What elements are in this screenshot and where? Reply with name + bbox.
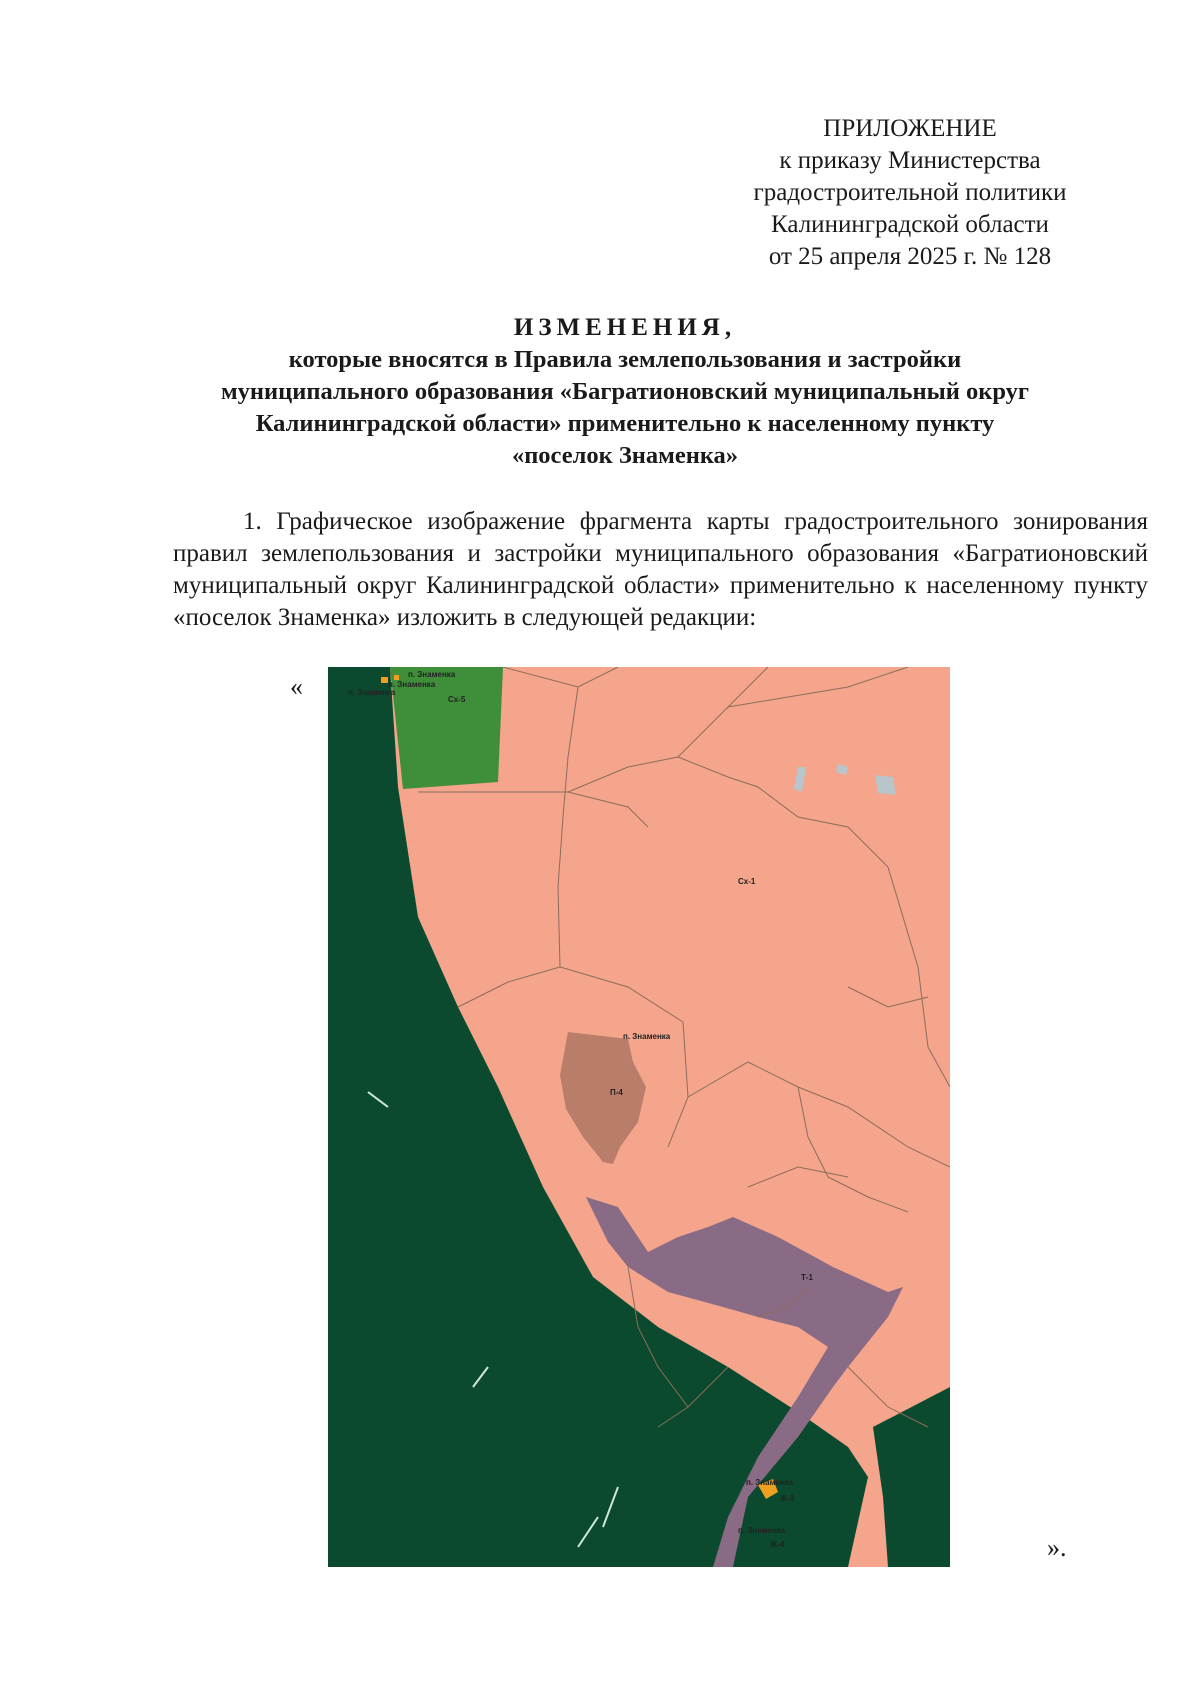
title-heading: ИЗМЕНЕНИЯ,: [513, 314, 737, 341]
label-bottom-settlement: п. Знаменка: [746, 1478, 794, 1487]
zone-residential-top: [381, 677, 388, 683]
label-zone-p4: П-4: [610, 1088, 623, 1097]
label-top-settlement-3: п. Знаменка: [348, 688, 396, 697]
label-zone-zh4: Ж-4: [770, 1540, 785, 1549]
water-body: [875, 775, 896, 795]
label-zone-sx5: Сх-5: [448, 695, 466, 704]
appendix-date-number: от 25 апреля 2025 г. № 128: [768, 243, 1052, 270]
label-zone-sx1: Сх-1: [738, 877, 756, 886]
label-top-settlement: п. Знаменка: [408, 670, 456, 679]
appendix-line: Калининградской области: [771, 211, 1049, 238]
appendix-title: ПРИЛОЖЕНИЕ: [823, 115, 997, 142]
label-top-settlement-2: п. Знаменка: [388, 680, 436, 689]
appendix-block: [680, 113, 1140, 273]
appendix-line: к приказу Министерства: [779, 147, 1041, 174]
paragraph-1: 1. Графическое изображение фрагмента карты градостроительного зонирования правил землепользования и застройки муниципального образования «Багратионовский муниципальный округ Калининградской области» применительно к населенному пункту «поселок Знаменка» изложить в следующей редакции:: [173, 508, 1148, 631]
zoning-map-fragment: [328, 667, 950, 1567]
quote-close: ».: [1047, 1533, 1067, 1562]
label-zone-zh3: Ж-3: [780, 1494, 795, 1503]
title-line: Калининградской области» применительно к населенному пункту: [255, 410, 995, 437]
quote-open: «: [290, 672, 303, 701]
label-bottom-settlement-2: п. Знаменка: [738, 1526, 786, 1535]
title-line: муниципального образования «Багратионовский муниципальный округ: [220, 378, 1030, 405]
document-title: [150, 312, 1100, 472]
label-center-settlement: п. Знаменка: [623, 1032, 671, 1041]
appendix-line: градостроительной политики: [753, 179, 1067, 206]
title-line: «поселок Знаменка»: [511, 442, 739, 469]
label-zone-t1: Т-1: [801, 1273, 813, 1282]
zoning-map-svg: [328, 667, 950, 1567]
title-line: которые вносятся в Правила землепользования и застройки: [288, 346, 962, 373]
